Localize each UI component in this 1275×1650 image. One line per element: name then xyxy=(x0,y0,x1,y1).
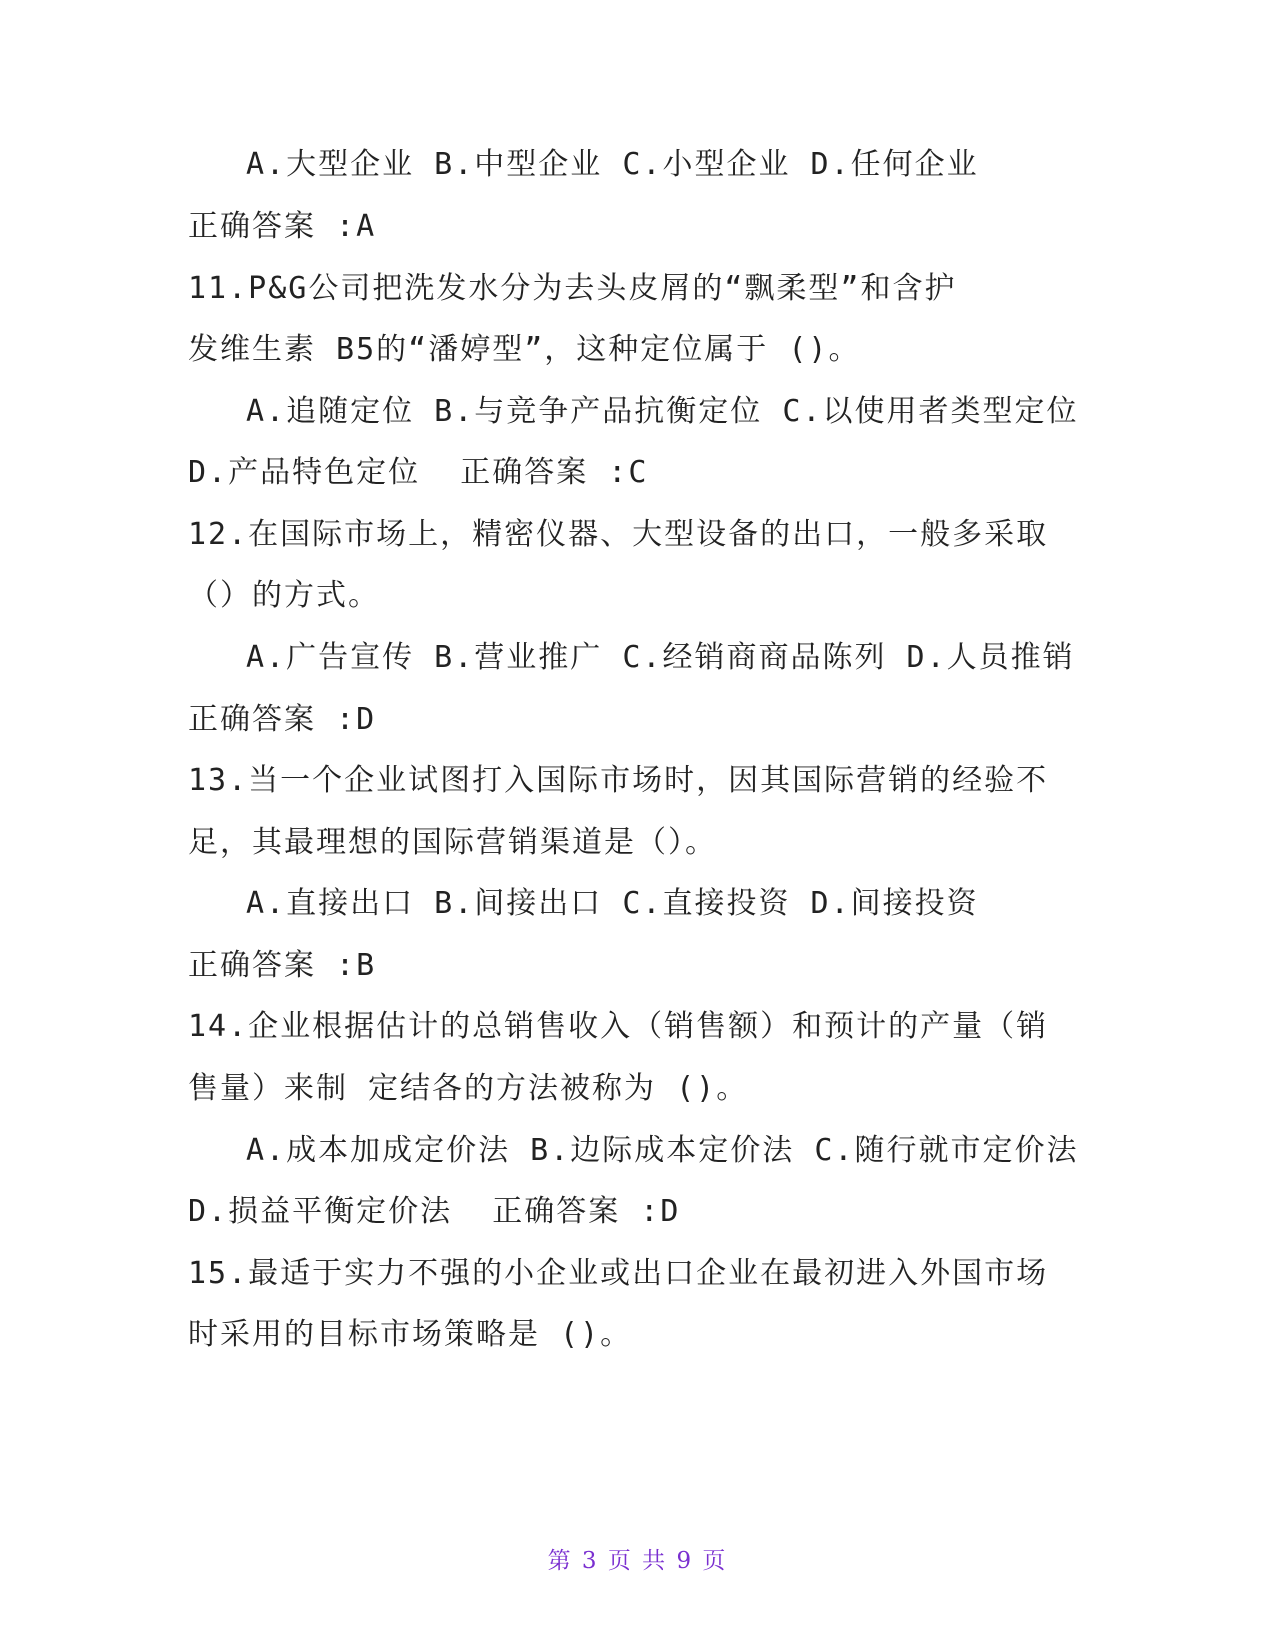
q11-options-answer: D.产品特色定位 正确答案 :C xyxy=(188,455,649,490)
q15-stem-line-2: 时采用的目标市场策略是 ()。 xyxy=(188,1317,633,1352)
q12-stem-line-1: 12.在国际市场上，精密仪器、大型设备的出口，一般多采取 xyxy=(188,517,1049,552)
q13-answer: 正确答案 :B xyxy=(188,948,377,983)
q13-stem-line-2: 足，其最理想的国际营销渠道是（）。 xyxy=(188,825,717,860)
q15-stem-line-1: 15.最适于实力不强的小企业或出口企业在最初进入外国市场 xyxy=(188,1256,1049,1291)
q11-stem-line-2: 发维生素 B5的“潘婷型”，这种定位属于 ()。 xyxy=(188,332,861,367)
q14-options-answer: D.损益平衡定价法 正确答案 :D xyxy=(188,1194,681,1229)
q13-options: A.直接出口 B.间接出口 C.直接投资 D.间接投资 xyxy=(246,886,979,921)
q12-options: A.广告宣传 B.营业推广 C.经销商商品陈列 D.人员推销 xyxy=(246,640,1075,675)
q14-stem-line-2: 售量）来制 定结各的方法被称为 ()。 xyxy=(188,1071,749,1106)
q13-stem-line-1: 13.当一个企业试图打入国际市场时，因其国际营销的经验不 xyxy=(188,763,1049,798)
q12-stem-line-2: （）的方式。 xyxy=(188,578,380,613)
page-number-footer: 第 3 页 共 9 页 xyxy=(547,1548,728,1574)
q14-options: A.成本加成定价法 B.边际成本定价法 C.随行就市定价法 xyxy=(246,1133,1079,1168)
q11-options: A.追随定位 B.与竞争产品抗衡定位 C.以使用者类型定位 xyxy=(246,394,1079,429)
q11-stem-line-1: 11.P&G公司把洗发水分为去头皮屑的“飘柔型”和含护 xyxy=(188,271,957,306)
q10-answer: 正确答案 :A xyxy=(188,209,377,244)
q10-options: A.大型企业 B.中型企业 C.小型企业 D.任何企业 xyxy=(246,147,979,182)
q12-answer: 正确答案 :D xyxy=(188,702,377,737)
q14-stem-line-1: 14.企业根据估计的总销售收入（销售额）和预计的产量（销 xyxy=(188,1009,1049,1044)
